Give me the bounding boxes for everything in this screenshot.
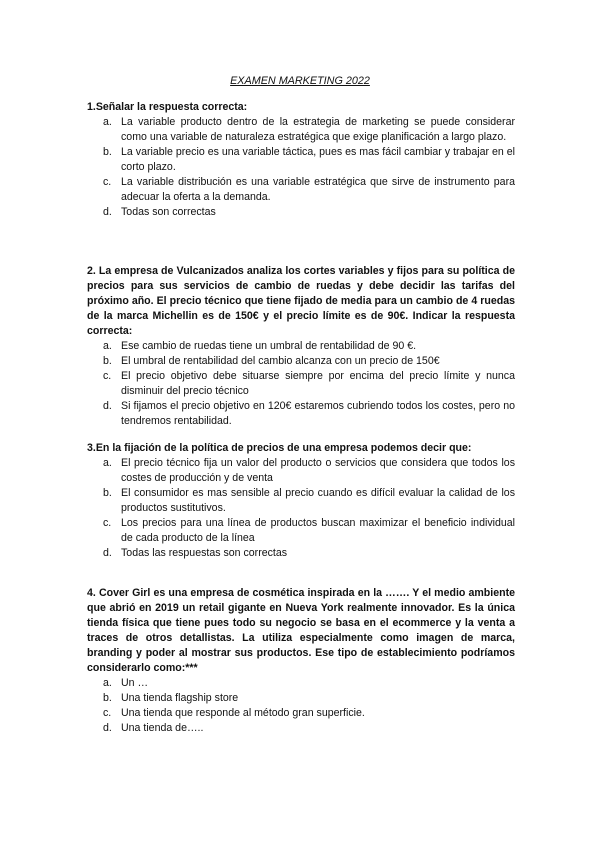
option-text: Un … [121,677,149,689]
option-d [87,205,515,220]
option-d [87,546,515,561]
option-c [87,706,515,721]
question-2-options [87,339,515,429]
option-b [87,486,515,516]
option-text: Los precios para una línea de productos buscan maximizar el beneficio individual de cada producto de la línea [121,517,515,544]
option-letter: a. [103,340,112,352]
question-2-text: 2. La empresa de Vulcanizados analiza los cortes variables y fijos para su política de precios para sus servicios de cambio de ruedas y debe decidir las tarifas del próximo año. El precio técnico que tiene fijado de media para un cambio de 4 ruedas de la marca Michellin es de 150€ y el precio límite es de 90€. Indicar la respuesta correcta: [87,265,515,337]
question-1 [87,100,515,220]
option-letter: c. [103,176,112,188]
option-letter: a. [103,677,112,689]
question-1-text: 1.Señalar la respuesta correcta: [87,101,248,113]
option-letter: c. [103,370,112,382]
option-text: Todas las respuestas son correctas [121,547,288,559]
option-c [87,175,515,205]
option-letter: c. [103,707,112,719]
option-b [87,145,515,175]
option-d [87,399,515,429]
option-text: La variable distribución es una variable estratégica que sirve de instrumento para adecuar la oferta a la demanda. [121,176,515,203]
option-d [87,721,515,736]
option-text: Una tienda flagship store [121,692,239,704]
question-4-options [87,676,515,736]
exam-title: EXAMEN MARKETING 2022 [230,75,370,87]
option-text: El consumidor es mas sensible al precio cuando es difícil evaluar la calidad de los productos sustitutivos. [121,487,515,514]
option-text: El precio objetivo debe situarse siempre por encima del precio límite y nunca disminuir del precio técnico [121,370,515,397]
option-text: Una tienda de….. [121,722,204,734]
question-3-options [87,456,515,561]
option-text: Una tienda que responde al método gran superficie. [121,707,365,719]
option-text: Ese cambio de ruedas tiene un umbral de rentabilidad de 90 €. [121,340,417,352]
question-1-options [87,115,515,220]
option-letter: a. [103,457,112,469]
option-letter: b. [103,146,112,158]
option-text: La variable producto dentro de la estrategia de marketing se puede considerar como una variable de naturaleza estratégica que exige planificación a largo plazo. [121,116,515,143]
question-2 [87,264,515,429]
question-3 [87,441,515,561]
option-text: El precio técnico fija un valor del producto o servicios que considera que todos los costes de producción y de venta [121,457,515,484]
option-a [87,456,515,486]
option-text: Todas son correctas [121,206,216,218]
option-text: Si fijamos el precio objetivo en 120€ estaremos cubriendo todos los costes, pero no tendremos rentabilidad. [121,400,515,427]
option-letter: c. [103,517,112,529]
question-4 [87,586,515,736]
option-letter: b. [103,355,112,367]
option-b [87,354,515,369]
option-a [87,115,515,145]
option-text: La variable precio es una variable táctica, pues es mas fácil cambiar y trabajar en el corto plazo. [121,146,515,173]
option-a [87,339,515,354]
option-letter: b. [103,487,112,499]
option-letter: b. [103,692,112,704]
option-b [87,691,515,706]
option-letter: a. [103,116,112,128]
option-c [87,369,515,399]
question-3-text: 3.En la fijación de la política de precios de una empresa podemos decir que: [87,442,472,454]
option-letter: d. [103,722,112,734]
option-letter: d. [103,400,112,412]
option-a [87,676,515,691]
option-c [87,516,515,546]
option-text: El umbral de rentabilidad del cambio alcanza con un precio de 150€ [121,355,440,367]
question-4-text: 4. Cover Girl es una empresa de cosmética inspirada en la ……. Y el medio ambiente que abrió en 2019 un retail gigante en Nueva York realmente innovador. Es la única tienda física que tiene pues todo su negocio se basa en el ecommerce y la venta a traces de otros detallistas. La utiliza especialmente como imagen de marca, branding y poder al mostrar sus productos. Ese tipo de establecimiento podríamos considerarlo como:*** [87,587,515,674]
option-letter: d. [103,206,112,218]
option-letter: d. [103,547,112,559]
